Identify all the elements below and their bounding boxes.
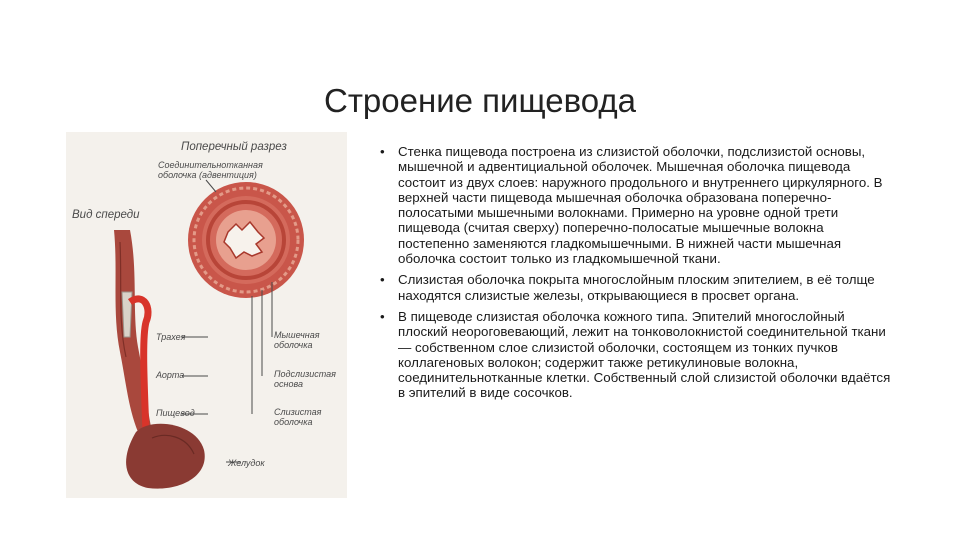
bullet-list [378,144,898,407]
stomach-label: Желудок [228,458,265,468]
submucosa-label-line1: Подслизистая [274,369,336,379]
bullet-item: • В пищеводе слизистая оболочка кожного типа. Эпителий многослойный плоский неороговевающий, лежит на тонковолокнистой соединительной ткани — собственном слое слизистой оболочки, состоящем из тонких пучков коллагеновых волокон; содержит также ретикулиновые волокна, соединительнотканные клетки. Собственный слой слизистой оболочки вдаётся в эпителий в виде сосочков. [378,309,898,401]
bullet-item: • Слизистая оболочка покрыта многослойным плоским эпителием, в её толще находятся слизистые железы, открывающиеся в просвет органа. [378,272,898,303]
muscular-layer-label-line1: Мышечная [274,330,320,340]
adventitia-label-line1: Соединительнотканная [158,160,263,170]
aorta-label: Аорта [156,370,185,380]
bullet-item: • Стенка пищевода построена из слизистой оболочки, подслизистой основы, мышечной и адвентициальной оболочек. Мышечная оболочка пищевода состоит из двух слоев: наружного продольного и внутреннего циркулярного. В верхней части пищевода мышечная оболочка образована поперечно-полосатыми мышечными волокнами. Примерно на уровне одной трети пищевода (считая сверху) поперечно-полосатые мышечные волокна постепенно заменяются гладкомышечными. В нижней части мышечная оболочка состоит только из гладкомышечной ткани. [378,144,898,266]
esophagus-label: Пищевод [156,408,195,418]
slide-title: Строение пищевода [323,82,637,120]
esophagus-anatomy-illustration [66,132,347,498]
front-view-label: Вид спереди [72,209,140,221]
cross-section-label: Поперечный разрез [181,141,287,153]
trachea-label: Трахея [156,332,186,342]
cross-section-drawing [188,182,304,298]
mucosa-label-line2: оболочка [274,417,313,427]
muscular-layer-label-line2: оболочка [274,340,313,350]
front-view-drawing [114,230,205,489]
submucosa-label-line2: основа [274,379,303,389]
mucosa-label-line1: Слизистая [274,407,322,417]
adventitia-label-line2: оболочка (адвентиция) [158,170,257,180]
